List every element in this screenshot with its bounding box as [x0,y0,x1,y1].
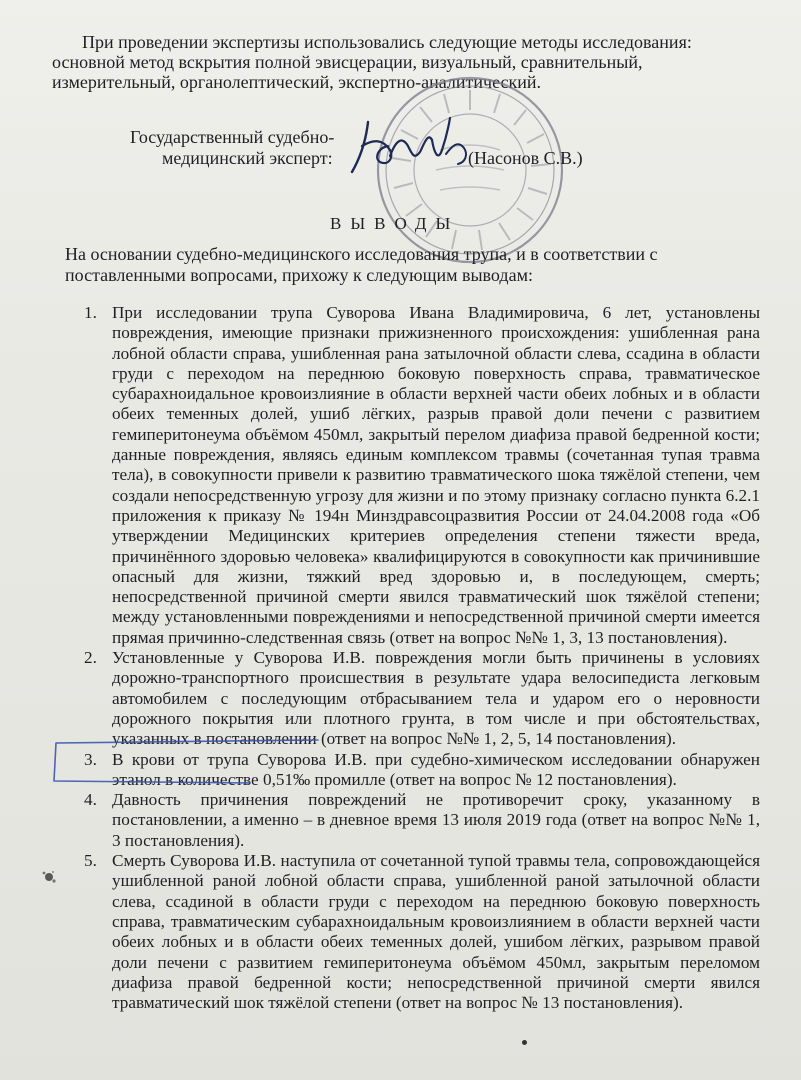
conclusion-text: В крови от трупа Суворова И.В. при судебно-химическом исследовании обнаружен этанол в количестве 0,51‰ промилле (ответ на вопрос № 12 постановления). [112,749,760,789]
conclusion-text: При исследовании трупа Суворова Ивана Владимировича, 6 лет, установлены повреждения, имеющие признаки прижизненного происхождения: ушибленная рана лобной области справа, ушибленная рана затылочной области слева, ссадина в области груди с переходом на переднюю боковую поверхность справа, травматическое субарахноидальное кровоизлияние в области верхней части обеих лобных и в области обеих теменных долей, ушиб лёгких, разрыв правой доли печени с развитием гемиперитонеума объёмом 450мл, закрытый перелом диафиза правой бедренной кости; данные повреждения, являясь единым комплексом травмы (сочетанная тупая травма тела), в совокупности привели к развитию травматического шока тяжёлой степени, чем создали непосредственную угрозу для жизни и по этому признаку согласно пункта 6.2.1 приложения к приказу № 194н Минздравсоцразвития России от 24.04.2008 года «Об утверждении Медицинских критериев определения степени тяжести вреда, причинённого здоровью человека» квалифицируются в совокупности как причинившие опасный для жизни, тяжкий вред здоровью и, в последующем, смерть; непосредственной причиной смерти явился травматический шок тяжёлой степени; между установленными повреждениями и непосредственной причиной смерти имеется прямая причинно-следственная связь (ответ на вопрос №№ 1, 3, 13 постановления). [112,303,760,647]
conclusions-list [70,303,760,1013]
conclusions-heading: ВЫВОДЫ [330,214,460,233]
conclusion-number: 1. [84,303,97,322]
conclusion-item [70,648,760,749]
conclusion-number: 4. [84,790,97,810]
conclusion-text: Установленные у Суворова И.В. повреждения могли быть причинены в условиях дорожно-транспортного происшествия в результате удара велосипедиста легковым автомобилем с последующим отбрасыванием тела и ударом его о неровности дорожного покрытия или плотного грунта, в том числе и при обстоятельствах, указанных в постановлении (ответ на вопрос №№ 1, 2, 5, 14 постановления). [112,648,760,749]
conclusion-item [70,790,760,851]
conclusions-lead [65,244,735,286]
ink-dot [522,1040,527,1045]
conclusion-number: 3. [84,749,97,769]
handwritten-signature [338,110,478,180]
conclusion-text: Смерть Суворова И.В. наступила от сочетанной тупой травмы тела, сопровождающейся ушибленной раной лобной области справа, ушибленной раной затылочной области слева, ссадиной в области груди с переходом на переднюю боковую поверхность справа, травматическим субарахноидальным кровоизлиянием в области верхней части обеих лобных и в области обеих теменных долей, ушибом лёгких, разрывом правой доли печени с развитием гемиперитонеума объёмом 450мл, закрытым переломом диафиза правой бедренной кости; непосредственной причиной смерти явился травматический шок тяжёлой степени (ответ на вопрос № 13 постановления). [112,851,760,1013]
lead-line-2: поставленными вопросами, прихожу к следующим выводам: [65,265,533,285]
methods-line-2: основной метод вскрытия полной эвисцерации, визуальный, сравнительный, [52,52,643,72]
methods-line-1: При проведении экспертизы использовались следующие методы исследования: [82,32,692,52]
ink-smudge [40,868,58,886]
conclusion-text: Давность причинения повреждений не противоречит сроку, указанному в постановлении, а именно – в дневное время 13 июля 2019 года (ответ на вопрос №№ 1, 3 постановления). [112,790,760,850]
conclusion-number: 5. [84,851,97,871]
signer-title-line-1: Государственный судебно- [130,127,335,147]
conclusion-item [70,851,760,1013]
pen-highlight-mark [50,737,320,785]
methods-line-3: измерительный, органолептический, экспертно-аналитический. [52,72,542,92]
conclusion-item [70,303,760,648]
conclusion-number: 2. [84,648,97,668]
signer-name: (Насонов С.В.) [468,148,583,168]
lead-line-1: На основании судебно-медицинского исследования трупа, и в соответствии с [65,244,658,264]
signer-title-line-2: медицинский эксперт: [162,148,333,168]
